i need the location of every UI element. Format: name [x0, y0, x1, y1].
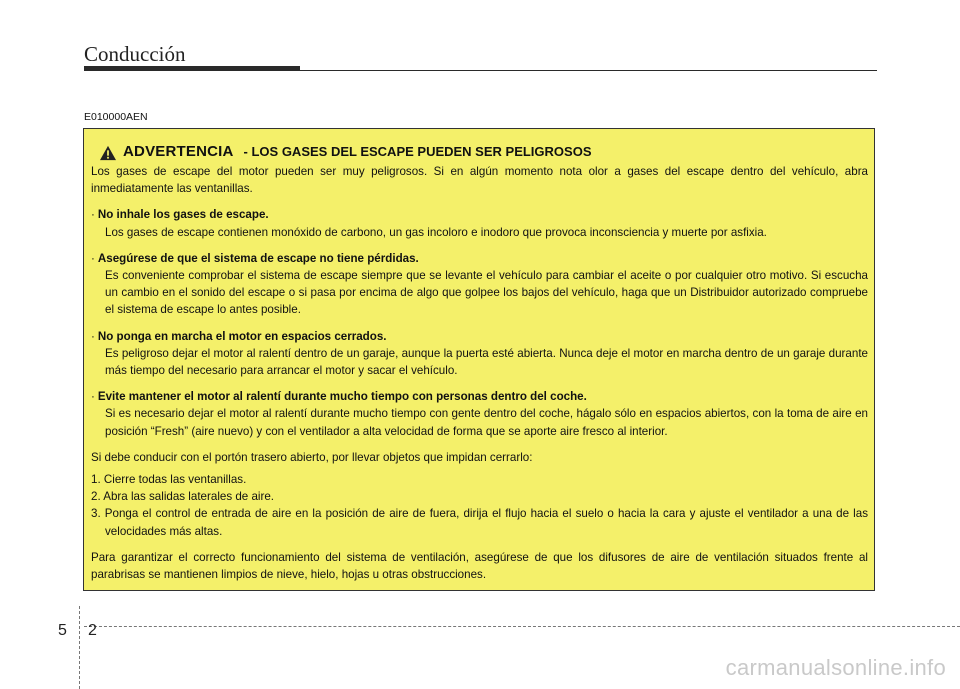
warning-triangle-icon	[99, 145, 117, 161]
section-number: 5	[58, 622, 67, 639]
closing-paragraph: Para garantizar el correcto funcionamiento del sistema de ventilación, asegúrese de que los difusores de aire de ventilación situados frente al parabrisas se mantienen limpios de nieve, hielo, hojas u otras obstrucciones.	[91, 550, 868, 582]
bullet-title: · No ponga en marcha el motor en espacios cerrados.	[91, 329, 387, 343]
warning-header	[99, 143, 868, 163]
warning-label: ADVERTENCIA	[123, 143, 234, 160]
bullet-title: · Asegúrese de que el sistema de escape no tiene pérdidas.	[91, 251, 419, 265]
bullet-title: · Evite mantener el motor al ralentí durante mucho tiempo con personas dentro del coche.	[91, 390, 587, 404]
warning-box	[83, 128, 875, 591]
bullet-body: Si es necesario dejar el motor al ralentí durante mucho tiempo con gente dentro del coche, hágalo sólo en espacios abiertos, con la toma de aire en posición “Fresh” (aire nuevo) y con el ventilador a alta velocidad de forma que se aporte aire fresco al interior.	[105, 407, 868, 438]
list-item: 1. Cierre todas las ventanillas.	[91, 473, 247, 487]
list-item: 3. Ponga el control de entrada de aire en la posición de aire de fuera, dirija el flujo hacia el suelo o hacia la cara y ajuste el ventilador a una de las velocidades más altas.	[91, 507, 868, 538]
tailgate-intro: Si debe conducir con el portón trasero abierto, por llevar objetos que impidan cerrarlo:	[91, 450, 533, 464]
section-code: E010000AEN	[84, 111, 148, 123]
warning-intro: Los gases de escape del motor pueden ser muy peligrosos. Si en algún momento nota olor a gases del escape dentro del vehículo, abra inmediatamente las ventanillas.	[91, 165, 868, 196]
bullet-title: · No inhale los gases de escape.	[91, 208, 269, 222]
page-section-title: Conducción	[84, 42, 186, 66]
page-divider-horizontal	[84, 626, 960, 627]
bullet-body: Los gases de escape contienen monóxido de carbono, un gas incoloro e inodoro que provoca inconsciencia y muerte por asfixia.	[105, 225, 767, 239]
page-number: 2	[88, 622, 97, 639]
list-item: 2. Abra las salidas laterales de aire.	[91, 490, 275, 504]
watermark: carmanualsonline.info	[725, 655, 946, 680]
bullet-body: Es peligroso dejar el motor al ralentí dentro de un garaje, aunque la puerta esté abierta. Nunca deje el motor en marcha dentro de un garaje durante más tiempo del necesario para arrancar el motor y sacar el vehículo.	[105, 346, 868, 378]
page-divider-vertical	[79, 606, 80, 689]
header-bar	[84, 66, 300, 71]
bullet-body: Es conveniente comprobar el sistema de escape siempre que se levante el vehículo para cambiar el aceite o por cualquier otro motivo. Si escucha un cambio en el sonido del escape o si pasa por encima de algo que golpee los bajos del vehículo, haga que un Distribuidor autorizado compruebe el sistema de escape lo antes posible.	[105, 269, 868, 317]
header-rule	[300, 70, 877, 71]
warning-subtitle: - LOS GASES DEL ESCAPE PUEDEN SER PELIGROSOS	[243, 144, 592, 159]
